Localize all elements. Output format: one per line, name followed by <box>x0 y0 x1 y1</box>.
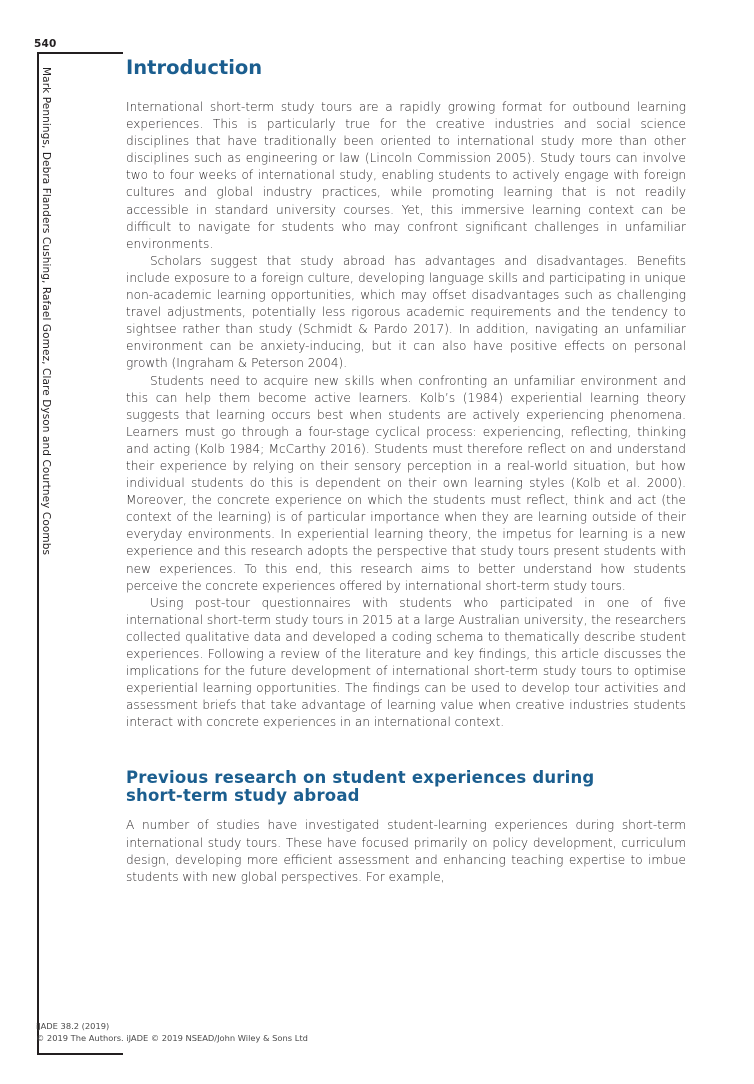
journal-issue: iJADE 38.2 (2019) <box>36 1021 110 1031</box>
copyright-notice: © 2019 The Authors. iJADE © 2019 NSEAD/John Wiley & Sons Ltd <box>36 1033 308 1043</box>
section-previous-research <box>126 769 686 885</box>
margin-rule-top <box>37 52 123 54</box>
running-header-authors: Mark Pennings, Debra Flanders Cushing, Rafael Gomez, Clare Dyson and Courtney Coombs <box>40 67 52 556</box>
paragraph: International short-term study tours are a rapidly growing format for outbound learning experiences. This is particularly true for the creative industries and social science disciplines that have traditionally been oriented to international study more than other disciplines such as engineering or law (Lincoln Commission 2005). Study tours can involve two to four weeks of international study, enabling students to actively engage with foreign cultures and global industry practices, while promoting learning that is not readily accessible in standard university courses. Yet, this immersive learning context can be difficult to navigate for students who may confront significant challenges in unfamiliar environments. <box>126 100 686 251</box>
margin-rule-left <box>37 52 39 1055</box>
section-heading: Introduction <box>126 56 263 79</box>
paragraph: A number of studies have investigated student-learning experiences during short-term international study tours. These have focused primarily on policy development, curriculum design, developing more efficient assessment and enhancing teaching expertise to imbue students with new global perspectives. For example, <box>126 818 686 884</box>
page-number: 540 <box>34 38 57 50</box>
paragraph: Scholars suggest that study abroad has advantages and disadvantages. Benefits include exposure to a foreign culture, developing language skills and participating in unique non-academic learning opportunities, which may offset disadvantages such as challenging travel adjustments, potentially less rigorous academic requirements and the tendency to sightsee rather than study (Schmidt & Pardo 2017). In addition, navigating an unfamiliar environment can be anxiety-inducing, but it can also have positive effects on personal growth (Ingraham & Peterson 2004). <box>126 253 686 371</box>
section-heading-line: short-term study abroad <box>126 785 360 805</box>
section-heading <box>126 769 686 804</box>
section-heading-line: Previous research on student experiences during <box>126 768 595 788</box>
page-footer <box>36 1020 308 1044</box>
margin-rule-bottom <box>37 1053 123 1055</box>
section-introduction <box>126 56 686 731</box>
paragraph: Using post-tour questionnaires with students who participated in one of five international short-term study tours in 2015 at a large Australian university, the researchers collected qualitative data and developed a coding schema to thematically describe student experiences. Following a review of the literature and key findings, this article discusses the implications for the future development of international short-term study tours to optimise experiential learning opportunities. The findings can be used to develop tour activities and assessment briefs that take advantage of learning value when creative industries students interact with concrete experiences in an international context. <box>126 595 686 730</box>
article-body <box>126 56 686 886</box>
paragraph: Students need to acquire new skills when confronting an unfamiliar environment and this can help them become active learners. Kolb’s (1984) experiential learning theory suggests that learning occurs best when students are actively experiencing phenomena. Learners must go through a four-stage cyclical process: experiencing, reflecting, thinking and acting (Kolb 1984; McCarthy 2016). Students must therefore reflect on and understand their experience by relying on their sensory perception in a real-world situation, but how individual students do this is dependent on their own learning styles (Kolb et al. 2000). Moreover, the concrete experience on which the students must reflect, think and act (the context of the learning) is of particular importance when they are learning outside of their everyday environments. In experiential learning theory, the impetus for learning is a new experience and this research adopts the perspective that study tours present students with new experiences. To this end, this research aims to better understand how students perceive the concrete experiences offered by international short-term study tours. <box>126 373 686 593</box>
